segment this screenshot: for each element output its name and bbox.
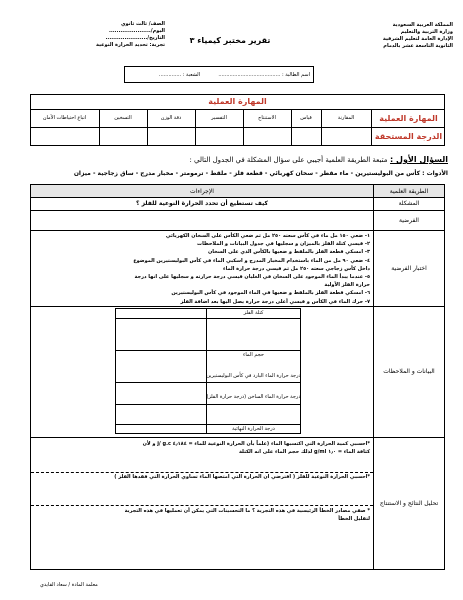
section-label: الشعبة : .............. — [158, 72, 200, 78]
data-row-label: كتلة الفلز — [243, 310, 264, 316]
procedure-step: داخل كأس زجاجي سعته ٢٥٠ مل ثم قيسي درجة حرارة الماء — [223, 265, 370, 272]
analysis-q3 — [34, 507, 370, 523]
header-left-line: اليوم/...................... — [108, 28, 165, 34]
analysis-line: كثافة الماء = ١٫٠ g/ml لذلك حجم الماء على انه الكتلة — [239, 449, 370, 455]
question-title: السؤال الأول : — [390, 155, 448, 164]
header-left-line: التاريخ/...................... — [105, 35, 165, 41]
question-prompt-line — [18, 155, 448, 164]
col-procedures-header: الإجراءات — [190, 187, 214, 195]
skills-title: المهارة العملية — [208, 97, 267, 106]
report-title: تقرير مختبر كيمياء ٣ — [189, 36, 271, 45]
problem-label: المشكلة — [398, 200, 420, 207]
teacher-signature: معلمة المادة / سعاد القايدي — [40, 582, 98, 588]
score-label: الدرجة المستحقة — [374, 132, 443, 141]
analysis-q1 — [34, 440, 370, 456]
data-row-label: حجم الماء — [243, 352, 264, 358]
hypothesis-label: الفرضية — [399, 216, 419, 224]
tools-label: الأدوات : — [422, 170, 448, 177]
data-row-label: درجة حرارة الماء الساخن (درجة حرارة الفلز) — [206, 394, 301, 400]
problem-text: كيف تستطيع أن تحدد الحرارة النوعية للفلز ؟ — [136, 200, 269, 207]
header-left-line: تجربة: تحديد الحرارة النوعية — [96, 42, 165, 48]
procedure-step: حرارة الفلز الأولية — [324, 282, 370, 289]
data-row-label: درجة الحرارة النهائية — [232, 426, 275, 432]
procedure-step: ٥- عندما يبدأ الماء الموجود على السخان في الغليان قيسي درجة حرارته و سجليها على انها درجة — [134, 274, 370, 281]
procedure-step: ٧- حرك الماء في الكأس و قيسي أعلى درجة حرارة يصل اليها بعد اضافة الفلز — [180, 298, 370, 305]
school-info — [333, 22, 453, 50]
analysis-line: * صفي مصادر الخطأ الرئيسية في هذه التجربة ؟ ما التحسينات التي يمكن أن تعمليها في هذه التجربة — [124, 508, 370, 514]
header-left-line: الصف/ ثالث ثانوي — [120, 21, 165, 27]
analysis-label: تحليل النتائج و الاستنتاج — [379, 500, 439, 507]
skill-col-interpretation: التفسير — [211, 115, 227, 121]
procedure-step: ١- ضعي ١٥٠ مل ماء في كأس سعته ٢٥٠ مل ثم ضعي الكأس على السخان الكهربائي — [165, 233, 370, 239]
skill-col-safety: اتباع احتياطات الأمان — [42, 115, 87, 121]
tools-list: كأس من البوليستيرين - ماء مقطر - سخان كهربائي - قطعة فلز - ملقط - ترمومتر - مخبار مدرج - ساق زجاجية - ميزان — [73, 170, 421, 177]
procedure-step: ٦- امسكي قطعة الفلز بالملقط و ضعيها في الماء الموجود في كأس البوليستيرين — [171, 290, 370, 297]
hypothesis-answer-area[interactable] — [31, 211, 373, 230]
header-right-line: الإدارة العامة لتعليم الشرقية — [382, 36, 453, 42]
procedure-step: ٣- امسكي قطعة الفلز بالملقط و ضعيها بالكأس الذي على السخان — [207, 249, 370, 256]
procedure-steps — [36, 232, 370, 306]
skill-col-weighing: دقة الوزن — [160, 115, 182, 121]
skill-col-heating: التسخين — [114, 115, 132, 121]
skills-row-label: المهارة العملية — [379, 113, 438, 123]
procedure-step: ٢- قيسي كتلة الفلز بالميزان و سجليها في جدول البيانات و الملاحظات — [197, 241, 370, 248]
test-hypothesis-label: اختبار الفرضية — [391, 264, 427, 272]
skill-col-inference: الاستنتاج — [258, 115, 276, 121]
data-observations-label: البيانات و الملاحظات — [383, 368, 435, 375]
skill-col-measure: قياس — [300, 115, 312, 121]
procedure-step: ٤- ضعي ٩٠ مل من الماء باستخدام المخبار المدرج و اسكبي الماء في كأس البوليستيرين الموضوع — [133, 257, 370, 264]
col-steps-header: الطريقة العلمية — [389, 187, 429, 195]
student-name-label: اسم الطالبة : ....................................... — [218, 72, 310, 78]
analysis-line: لتقليل الخطأ — [338, 516, 370, 522]
data-row-label: درجة حرارة الماء البارد في كأس البوليستيرين — [206, 372, 301, 379]
analysis-q2: *احسبي الحرارة النوعية للفلز ( افترضي ان الحرارة التي امتصها الماء تساوي الحرارة التي فقدها الفلز ) — [114, 474, 370, 480]
skill-col-comparison: المقارنة — [337, 115, 355, 121]
header-right-line: المملكة العربية السعودية — [392, 22, 453, 28]
class-info — [70, 21, 165, 49]
analysis-line: *احسبي كمية الحرارة التي اكتسبها الماء (علماً بأن الحرارة النوعية للماء = ٤٫١٨٤ j/ g.c و لأن — [142, 441, 370, 447]
header-right-line: وزارة التربية والتعليم — [400, 29, 453, 35]
question-prompt: متبعة الطريقة العلمية أجيبي على سؤال المشكلة في الجدول التالي : — [189, 156, 388, 164]
tools-line — [18, 170, 448, 177]
header-right-line: الثانوية التاسعة عشر بالدمام — [383, 43, 453, 49]
